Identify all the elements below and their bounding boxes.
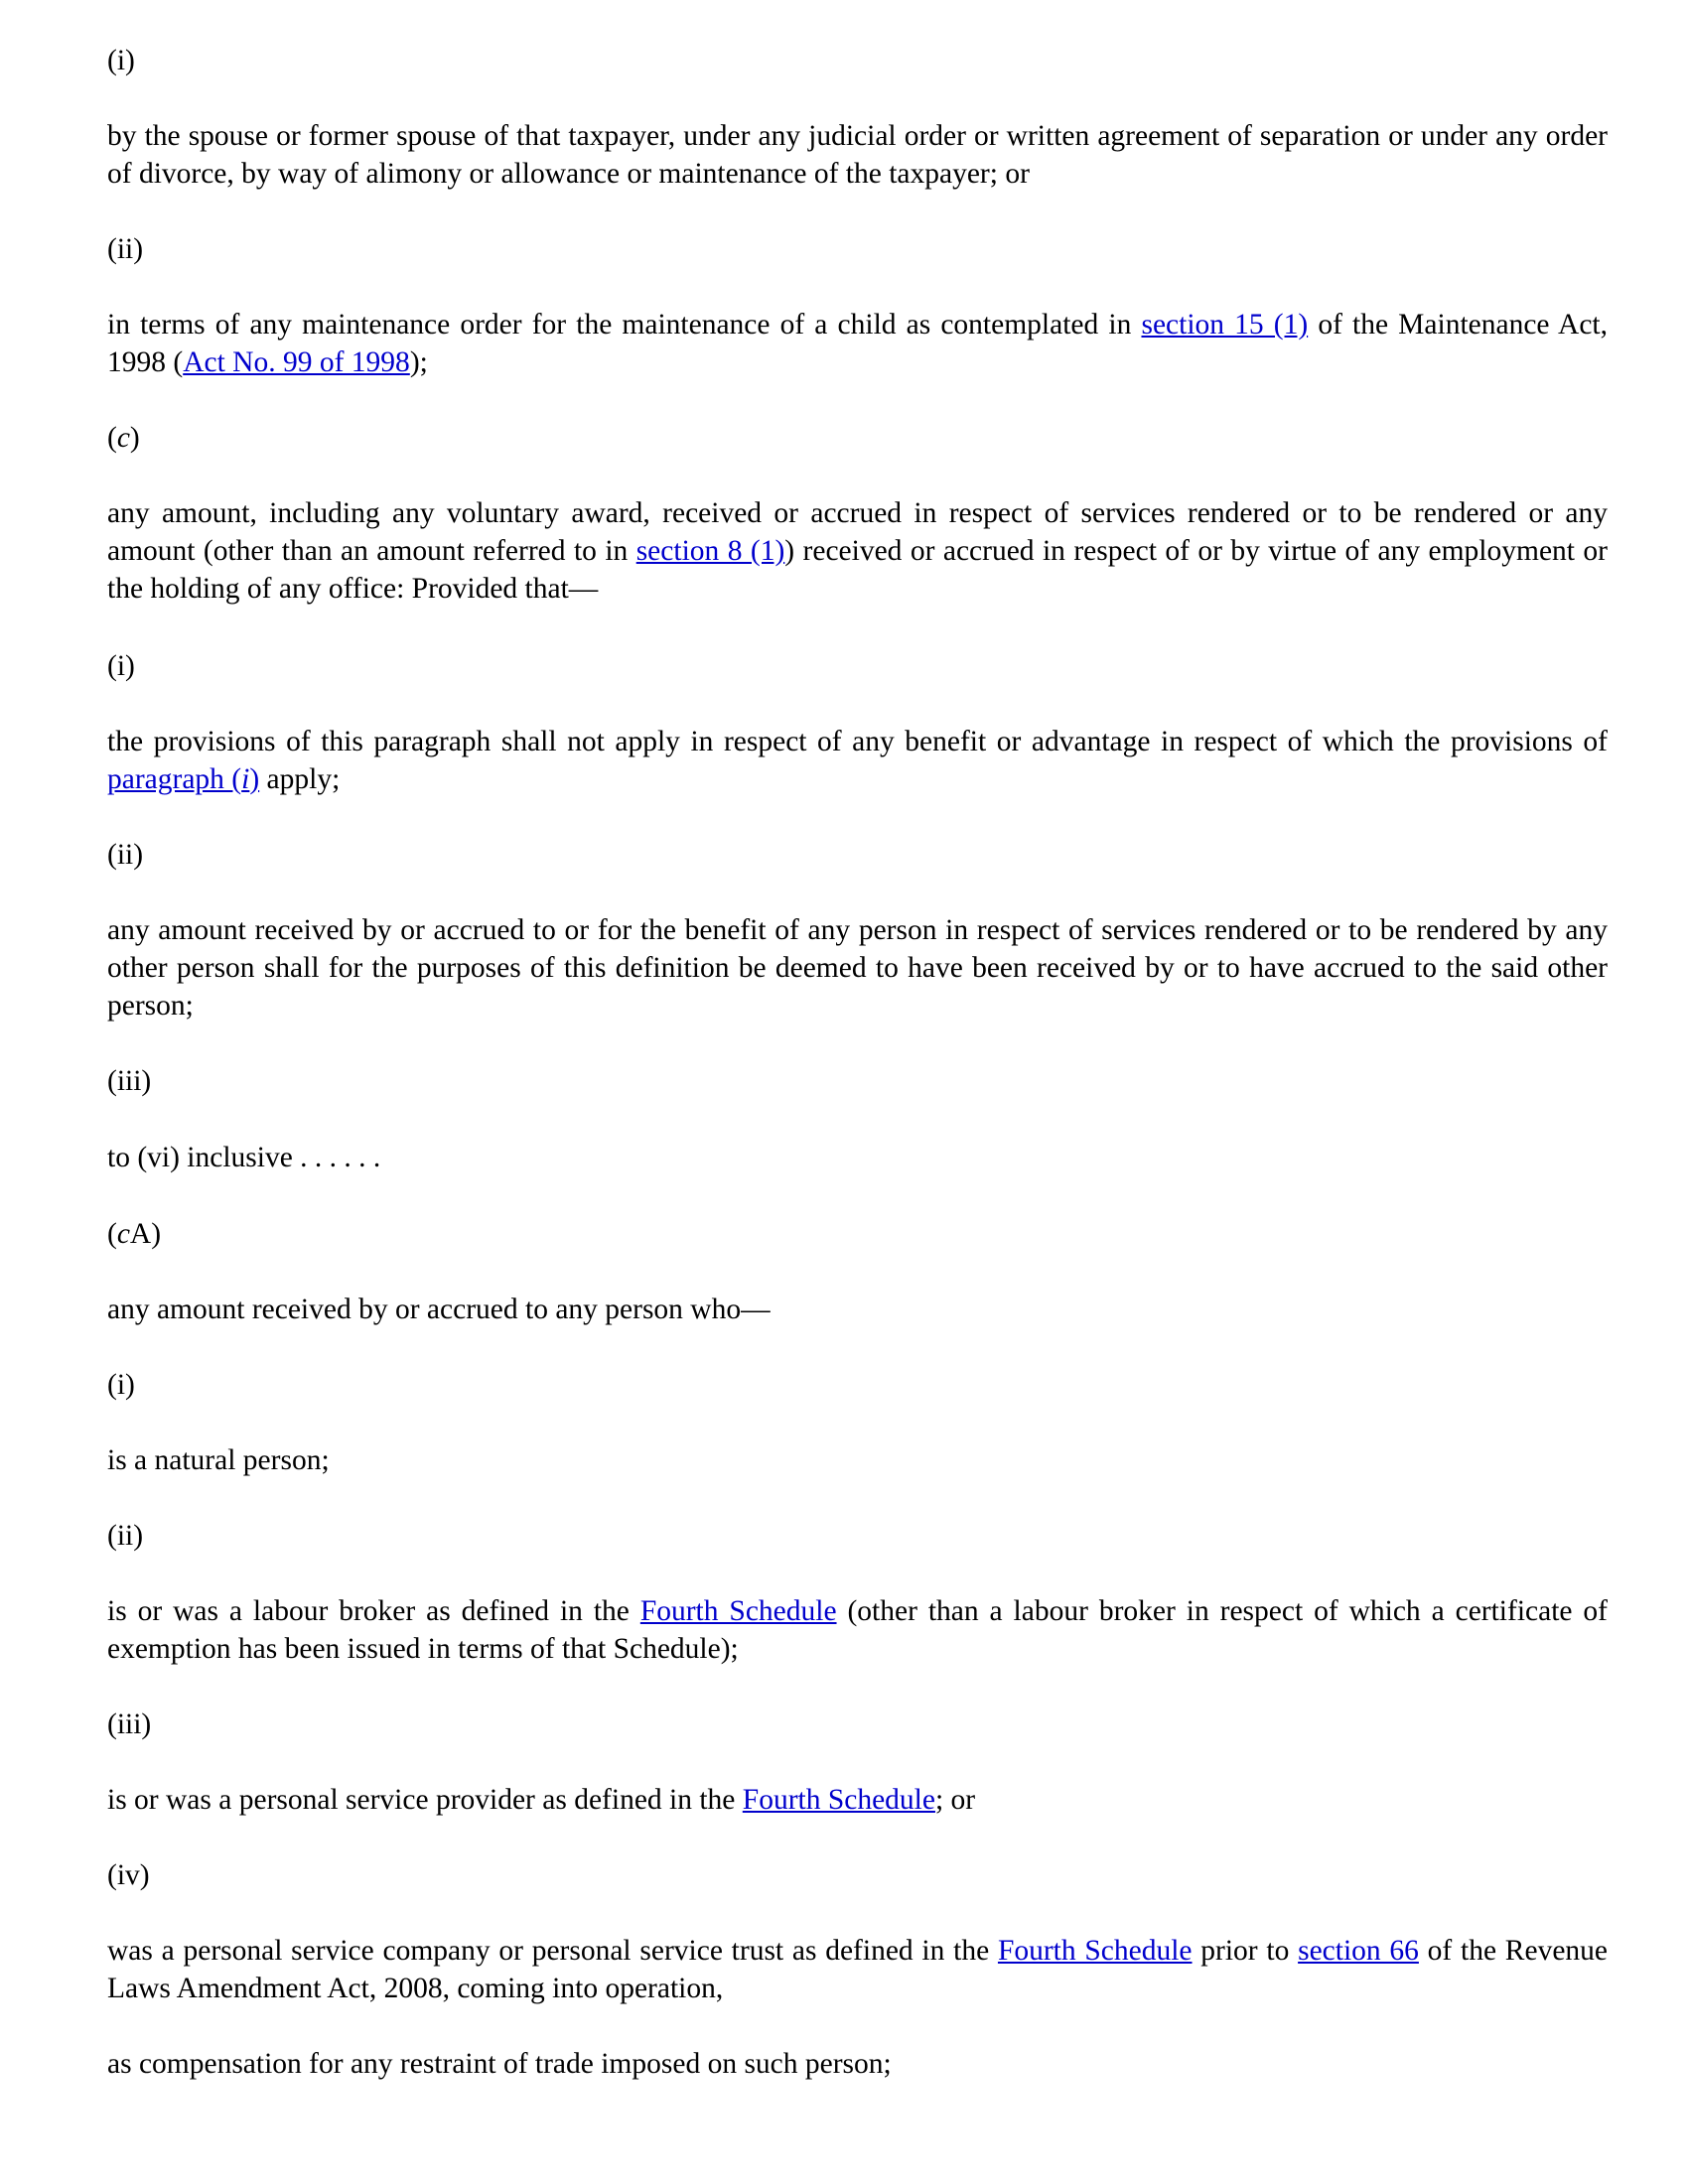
label-text: (iii) xyxy=(107,1065,152,1097)
label-text: (iv) xyxy=(107,1859,150,1891)
paragraph xyxy=(107,1139,1608,1176)
section-8-1-link[interactable]: section 8 (1) xyxy=(635,535,785,567)
label-text: A) xyxy=(129,1218,162,1250)
label-text: (i) xyxy=(107,45,135,76)
fourth-schedule-link[interactable]: Fourth Schedule xyxy=(997,1935,1193,1967)
paragraph xyxy=(107,1441,1608,1479)
paragraph xyxy=(107,1592,1608,1668)
paragraph xyxy=(107,1932,1608,2007)
paragraph-text: is or was a personal service provider as defined in the xyxy=(107,1784,743,1816)
fourth-schedule-link[interactable]: Fourth Schedule xyxy=(639,1595,837,1627)
paragraph-text: any amount, including any voluntary award, received or accrued in respect of services rendered or to be rendered or any amount (other than an amount referred to in xyxy=(107,497,1608,567)
paragraph-text: (other than a labour broker in respect of which a certificate of exemption has been issued in terms of that Schedule); xyxy=(107,1595,1608,1665)
paragraph-text: is a natural person; xyxy=(107,1444,330,1476)
link-text: i xyxy=(241,763,250,795)
paragraph-text: was a personal service company or personal service trust as defined in the xyxy=(107,1935,998,1967)
paragraph-text: prior to xyxy=(1192,1935,1299,1967)
subparagraph-label xyxy=(107,1062,151,1100)
paragraph-text: the provisions of this paragraph shall not apply in respect of any benefit or advantage in respect of which the provisions of xyxy=(107,726,1608,757)
paragraph xyxy=(107,1291,1608,1328)
label-text: ) xyxy=(129,422,140,454)
paragraph xyxy=(107,723,1608,798)
link-text: paragraph ( xyxy=(107,763,242,795)
subparagraph-label xyxy=(107,1366,135,1404)
paragraph-text: apply; xyxy=(259,763,341,795)
paragraph-text: in terms of any maintenance order for the maintenance of a child as contemplated in xyxy=(107,309,1142,341)
paragraph-text: ); xyxy=(409,346,428,378)
paragraph-text: of the Revenue Laws Amendment Act, 2008, coming into operation, xyxy=(107,1935,1609,2004)
label-text: ( xyxy=(107,422,117,454)
subparagraph-label xyxy=(107,42,135,79)
subparagraph-label xyxy=(107,1856,150,1894)
subparagraph-label xyxy=(107,1706,151,1743)
paragraph-text: as compensation for any restraint of trade imposed on such person; xyxy=(107,2048,892,2080)
paragraph-label-ca xyxy=(107,1215,161,1253)
paragraph-text: to (vi) inclusive . . . . . . xyxy=(107,1142,381,1173)
section-15-1-link[interactable]: section 15 (1) xyxy=(1141,309,1309,341)
paragraph-text: ; or xyxy=(934,1784,976,1816)
paragraph-label-c xyxy=(107,419,140,457)
label-text: (iii) xyxy=(107,1708,152,1740)
fourth-schedule-link[interactable]: Fourth Schedule xyxy=(742,1784,935,1816)
subparagraph-label xyxy=(107,836,143,874)
label-text: c xyxy=(116,1218,130,1250)
label-text: (ii) xyxy=(107,1520,144,1552)
paragraph xyxy=(107,911,1608,1024)
act-99-of-1998-link[interactable]: Act No. 99 of 1998 xyxy=(183,346,410,378)
paragraph-text: any amount received by or accrued to or for the benefit of any person in respect of services rendered or to be rendered by any other person shall for the purposes of this definition be deemed to have been received by or to have accrued to the said other person; xyxy=(107,914,1608,1022)
paragraph-text: of the Maintenance Act, 1998 ( xyxy=(107,309,1608,378)
paragraph xyxy=(107,117,1608,193)
subparagraph-label xyxy=(107,647,135,685)
paragraph xyxy=(107,306,1608,381)
label-text: (i) xyxy=(107,1369,135,1401)
label-text: ( xyxy=(107,1218,117,1250)
paragraph-i-link[interactable] xyxy=(107,763,259,795)
paragraph xyxy=(107,494,1608,608)
section-66-link[interactable]: section 66 xyxy=(1298,1935,1419,1967)
label-text: (ii) xyxy=(107,839,144,871)
label-text: (i) xyxy=(107,650,135,682)
paragraph-text: ) received or accrued in respect of or by virtue of any employment or the holding of any office: Provided that— xyxy=(107,535,1608,605)
label-text: (ii) xyxy=(107,233,144,265)
subparagraph-label xyxy=(107,1517,143,1555)
link-text: ) xyxy=(249,763,260,795)
paragraph-text: is or was a labour broker as defined in the xyxy=(107,1595,640,1627)
label-text: c xyxy=(116,422,130,454)
paragraph-text: by the spouse or former spouse of that taxpayer, under any judicial order or written agreement of separation or under any order of divorce, by way of alimony or allowance or maintenance of the taxpayer; or xyxy=(107,120,1608,190)
paragraph-text: any amount received by or accrued to any person who— xyxy=(107,1294,771,1325)
subparagraph-label xyxy=(107,230,143,268)
paragraph xyxy=(107,2045,1608,2083)
paragraph xyxy=(107,1781,1608,1819)
